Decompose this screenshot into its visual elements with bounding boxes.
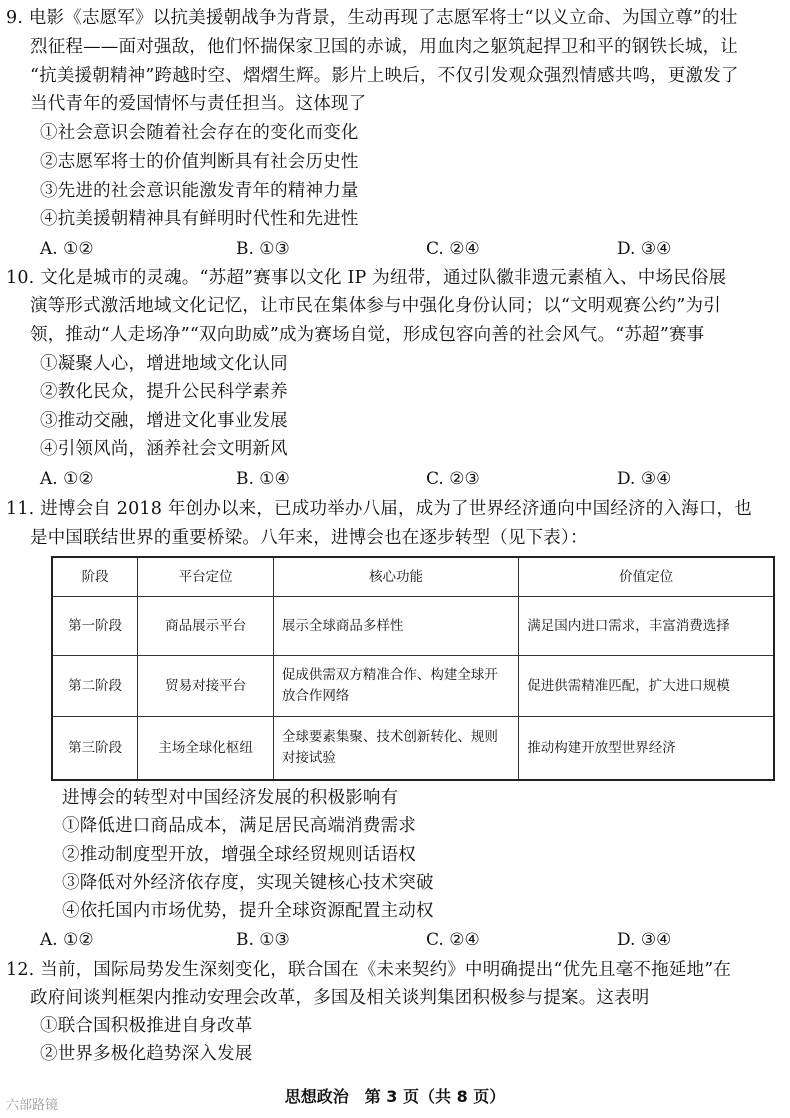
q11-item-1: ①降低进口商品成本，满足居民高端消费需求: [62, 816, 416, 836]
q10-item-1: ①凝聚人心，增进地域文化认同: [40, 354, 288, 374]
q10-item-3: ③推动交融，增进文化事业发展: [40, 411, 288, 431]
table-cell: 促进供需精准匹配，扩大进口规模: [519, 656, 774, 717]
q9-line-2: 烈征程——面对强敌，他们怀揣保家卫国的赤诚，用血肉之躯筑起捍卫和平的钢铁长城，让: [30, 37, 738, 57]
table-cell: 第二阶段: [52, 656, 138, 717]
q10-line-1: 10. 文化是城市的灵魂。“苏超”赛事以文化 IP 为纽带，通过队徽非遗元素植入、中场民俗展: [6, 268, 727, 288]
q11-line-2: 是中国联结世界的重要桥梁。八年来，进博会也在逐步转型（见下表）：: [30, 528, 588, 548]
q9-item-4: ④抗美援朝精神具有鲜明时代性和先进性: [40, 209, 359, 229]
q11-item-3: ③降低对外经济依存度，实现关键核心技术突破: [62, 873, 434, 893]
table-row: [52, 656, 774, 717]
q10-line-2: 演等形式激活地域文化记忆，让市民在集体参与中强化身份认同；以“文明观赛公约”为引: [30, 296, 721, 316]
q9-option-d[interactable]: D. ③④: [617, 239, 672, 259]
q9-item-1: ①社会意识会随着社会存在的变化而变化: [40, 123, 359, 143]
q9-line-1: 9. 电影《志愿军》以抗美援朝战争为背景，生动再现了志愿军将士“以义立命、为国立尊”的壮: [6, 8, 738, 28]
table-row: [52, 717, 774, 781]
table-cell: 推动构建开放型世界经济: [519, 717, 774, 781]
q12-line-1: 12. 当前，国际局势发生深刻变化，联合国在《未来契约》中明确提出“优先且毫不拖延地”在: [6, 960, 732, 980]
q10-option-d[interactable]: D. ③④: [617, 469, 672, 489]
q11-stem: 进博会的转型对中国经济发展的积极影响有: [62, 788, 399, 808]
q9-line-3: “抗美援朝精神”跨越时空、熠熠生辉。影片上映后，不仅引发观众强烈情感共鸣，更激发了: [30, 66, 739, 86]
q10-item-4: ④引领风尚，涵养社会文明新风: [40, 439, 288, 459]
table-header-value: 价值定位: [519, 557, 774, 597]
q11-line-1: 11. 进博会自 2018 年创办以来，已成功举办八届，成为了世界经济通向中国经济的入海口，也: [6, 499, 752, 519]
table-header-platform: 平台定位: [138, 557, 274, 597]
q12-item-2: ②世界多极化趋势深入发展: [40, 1044, 253, 1064]
q11-item-2: ②推动制度型开放，增强全球经贸规则话语权: [62, 845, 416, 865]
table-header-stage: 阶段: [52, 557, 138, 597]
q9-option-a[interactable]: A. ①②: [40, 239, 94, 259]
table-row: [52, 597, 774, 656]
q11-item-4: ④依托国内市场优势，提升全球资源配置主动权: [62, 901, 434, 921]
q11-option-a[interactable]: A. ①②: [40, 930, 94, 950]
q11-options: [0, 928, 790, 952]
q11-option-b[interactable]: B. ①③: [236, 930, 290, 950]
table-cell: 满足国内进口需求，丰富消费选择: [519, 597, 774, 656]
page-footer: 思想政治 第 3 页（共 8 页）: [284, 1087, 506, 1106]
q9-option-b[interactable]: B. ①③: [236, 239, 290, 259]
table-cell: 展示全球商品多样性: [273, 597, 518, 656]
table-cell: 主场全球化枢纽: [138, 717, 274, 781]
q10-line-3: 领，推动“人走场净”“双向助威”成为赛场自觉，形成包容向善的社会风气。“苏超”赛事: [30, 325, 705, 345]
q9-item-2: ②志愿军将士的价值判断具有社会历史性: [40, 152, 359, 172]
table-header-row: [52, 557, 774, 597]
q9-line-4: 当代青年的爱国情怀与责任担当。这体现了: [30, 94, 367, 114]
watermark: 六部路镜: [6, 1098, 59, 1113]
q10-options: [0, 467, 790, 491]
q9-options: [0, 237, 790, 261]
table-cell: 第一阶段: [52, 597, 138, 656]
q10-option-a[interactable]: A. ①②: [40, 469, 94, 489]
q11-option-c[interactable]: C. ②④: [426, 930, 480, 950]
q9-item-3: ③先进的社会意识能激发青年的精神力量: [40, 181, 359, 201]
table-cell: 全球要素集聚、技术创新转化、规则对接试验: [273, 717, 518, 781]
q10-item-2: ②教化民众，提升公民科学素养: [40, 382, 288, 402]
table-header-function: 核心功能: [273, 557, 518, 597]
q10-option-c[interactable]: C. ②③: [426, 469, 480, 489]
q12-item-1: ①联合国积极推进自身改革: [40, 1016, 253, 1036]
q10-option-b[interactable]: B. ①④: [236, 469, 290, 489]
expo-transition-table: [51, 556, 775, 781]
table-cell: 促成供需双方精准合作、构建全球开放合作网络: [273, 656, 518, 717]
table-cell: 贸易对接平台: [138, 656, 274, 717]
q9-option-c[interactable]: C. ②④: [426, 239, 480, 259]
table-cell: 商品展示平台: [138, 597, 274, 656]
q12-line-2: 政府间谈判框架内推动安理会改革，多国及相关谈判集团积极参与提案。这表明: [30, 988, 650, 1008]
q11-option-d[interactable]: D. ③④: [617, 930, 672, 950]
table-cell: 第三阶段: [52, 717, 138, 781]
